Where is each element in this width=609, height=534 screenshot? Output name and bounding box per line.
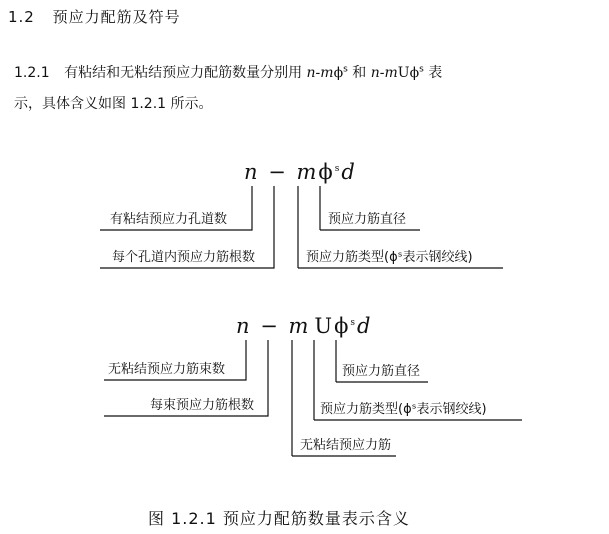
symbol-sup-2: s: [419, 64, 424, 75]
formula-unbonded: [236, 314, 373, 338]
formula-bonded-phi: ϕ: [318, 160, 335, 184]
formula-bonded-d: d: [341, 160, 357, 184]
formula-unbonded-phi: ϕ: [334, 314, 351, 338]
label-per-bundle: 每束预应力筋根数: [150, 398, 255, 413]
symbol-nm-2: n-m: [370, 65, 398, 81]
label-unbonded: 无粘结预应力筋: [300, 438, 392, 453]
label-bundles: 无粘结预应力筋束数: [108, 362, 226, 377]
figure-caption: 图 1.2.1 预应力配筋数量表示含义: [148, 509, 410, 528]
label-type-2: 预应力筋类型(ϕˢ表示钢绞线): [320, 402, 487, 417]
clause-line-2: 示，具体含义如图 1.2.1 所示。: [14, 96, 213, 112]
symbol-phi-1: ϕ: [333, 65, 344, 81]
label-diameter-2: 预应力筋直径: [342, 364, 421, 379]
section-title: 预应力配筋及符号: [52, 8, 181, 26]
formula-bonded-nm: n − m: [244, 160, 319, 184]
formula-unbonded-nm: n − m: [236, 314, 311, 338]
symbol-nm-1: n-m: [306, 65, 334, 81]
symbol-phi-2: ϕ: [409, 65, 420, 81]
clause-text-c: 表: [423, 65, 443, 81]
section-number: 1.2: [8, 8, 35, 26]
symbol-sup-1: s: [343, 64, 348, 75]
clause-text-a: 有粘结和无粘结预应力配筋数量分别用: [64, 65, 307, 81]
clause-number: 1.2.1: [14, 65, 50, 81]
label-diameter: 预应力筋直径: [328, 212, 407, 227]
label-type: 预应力筋类型(ϕˢ表示钢绞线): [306, 250, 473, 265]
formula-unbonded-d: d: [357, 314, 373, 338]
label-holes: 有粘结预应力孔道数: [110, 212, 228, 227]
formula-unbonded-u: U: [314, 314, 335, 338]
symbol-u-2: U: [397, 65, 410, 81]
formula-bonded-sup: s: [334, 164, 342, 174]
clause-text-b: 和: [347, 65, 371, 81]
formula-unbonded-sup: s: [350, 318, 358, 328]
formula-bonded: [244, 160, 357, 184]
label-per-hole: 每个孔道内预应力筋根数: [112, 250, 256, 265]
